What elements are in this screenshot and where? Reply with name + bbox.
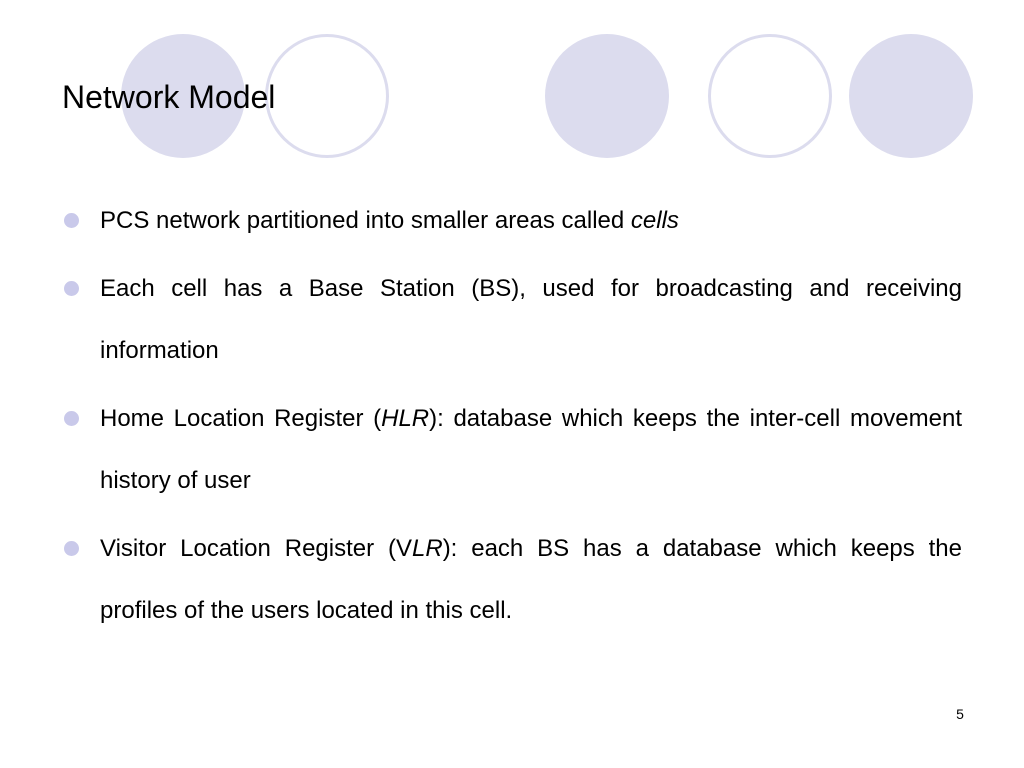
text-run: ): database which keeps the inter-cell movement history of user [100, 405, 963, 494]
bullet-text [100, 207, 679, 234]
decorative-circle-outline [708, 34, 832, 158]
bullet-dot-icon [64, 411, 79, 426]
decorative-circle-filled [849, 34, 973, 158]
text-run: Each cell has a Base Station (BS), used for broadcasting and receiving information [100, 275, 962, 364]
decorative-circle-outline [265, 34, 389, 158]
page-number: 5 [956, 706, 964, 722]
bullet-item [100, 190, 962, 252]
text-run: PCS network partitioned into smaller areas called [100, 207, 631, 234]
bullet-dot-icon [64, 213, 79, 228]
text-run: Visitor Location Register (V [100, 535, 412, 562]
italic-term: LR [412, 535, 443, 562]
italic-term: HLR [381, 405, 430, 432]
decorative-circle-filled [545, 34, 669, 158]
bullet-item [100, 518, 962, 642]
bullet-text [100, 405, 962, 494]
text-run: ): each BS has a database which keeps the profiles of the users located in this cell. [100, 535, 963, 624]
bullet-item [100, 388, 962, 512]
bullet-text [100, 535, 962, 624]
bullet-dot-icon [64, 281, 79, 296]
bullet-dot-icon [64, 541, 79, 556]
bullet-item [100, 258, 962, 382]
italic-term: cells [630, 207, 679, 234]
bullet-text [100, 275, 962, 364]
slide-title: Network Model [62, 79, 276, 115]
text-run: Home Location Register ( [100, 405, 382, 432]
